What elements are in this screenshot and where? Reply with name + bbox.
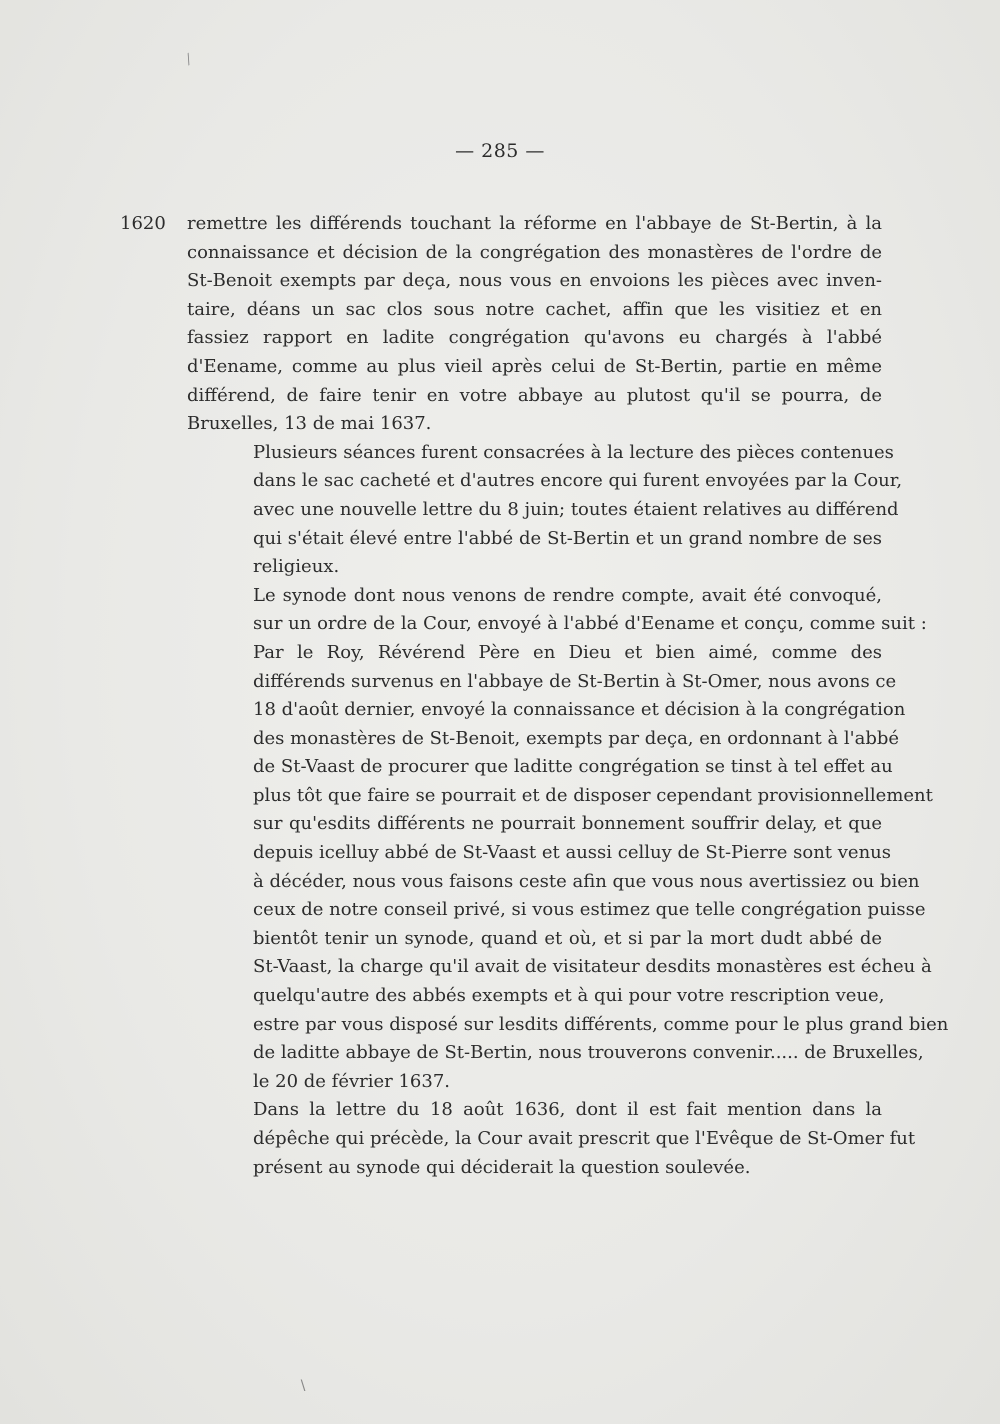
- text-line: Bruxelles, 13 de mai 1637.: [187, 413, 432, 435]
- margin-year: 1620: [120, 213, 166, 234]
- text-line: présent au synode qui déciderait la question soulevée.: [253, 1156, 751, 1178]
- text-line: quelqu'autre des abbés exempts et à qui pour votre rescription veue,: [253, 985, 885, 1007]
- text-line: Le synode dont nous venons de rendre compte, avait été convoqué,: [253, 584, 882, 606]
- text-line: plus tôt que faire se pourrait et de disposer cependant provisionnellement: [253, 784, 933, 806]
- text-line: ceux de notre conseil privé, si vous estimez que telle congrégation puisse: [253, 899, 926, 921]
- text-line: St-Benoit exempts par deça, nous vous en envoions les pièces avec inven-: [187, 270, 882, 292]
- text-line: Par le Roy, Révérend Père en Dieu et bien aimé, comme des: [253, 641, 882, 663]
- text-line: de St-Vaast de procurer que laditte congrégation se tinst à tel effet au: [253, 756, 893, 778]
- text-line: différends survenus en l'abbaye de St-Bertin à St-Omer, nous avons ce: [253, 670, 897, 692]
- text-line: qui s'était élevé entre l'abbé de St-Bertin et un grand nombre de ses: [253, 527, 882, 549]
- body-text: [187, 210, 949, 1182]
- text-line: sur qu'esdits différents ne pourrait bonnement souffrir delay, et que: [253, 813, 882, 835]
- text-line: taire, déans un sac clos sous notre cachet, affin que les visitiez et en: [187, 298, 882, 320]
- paragraph: [187, 582, 927, 639]
- paragraph: [187, 439, 903, 582]
- margin-mark-icon: ∖: [298, 1378, 307, 1394]
- text-line: Dans la lettre du 18 août 1636, dont il est fait mention dans la: [253, 1099, 882, 1121]
- text-line: à décéder, nous vous faisons ceste afin que vous nous avertissiez ou bien: [253, 870, 920, 892]
- text-line: Plusieurs séances furent consacrées à la lecture des pièces contenues: [253, 441, 894, 463]
- text-line: estre par vous disposé sur lesdits différents, comme pour le plus grand bien: [253, 1013, 949, 1035]
- text-line: fassiez rapport en ladite congrégation qu'avons eu chargés à l'abbé: [187, 327, 882, 349]
- text-line: depuis icelluy abbé de St-Vaast et aussi celluy de St-Pierre sont venus: [253, 842, 892, 864]
- paragraph: [187, 639, 949, 1097]
- text-line: connaissance et décision de la congrégation des monastères de l'ordre de: [187, 241, 882, 263]
- text-line: sur un ordre de la Cour, envoyé à l'abbé d'Eename et conçu, comme suit :: [253, 613, 927, 635]
- text-line: avec une nouvelle lettre du 8 juin; toutes étaient relatives au différend: [253, 498, 899, 520]
- text-line: d'Eename, comme au plus vieil après celui de St-Bertin, partie en même: [187, 355, 882, 377]
- pencil-mark-icon: ⁄: [183, 52, 195, 68]
- text-line: différend, de faire tenir en votre abbaye au plutost qu'il se pourra, de: [187, 384, 882, 406]
- text-line: religieux.: [253, 556, 340, 578]
- text-line: remettre les différends touchant la réforme en l'abbaye de St-Bertin, à la: [187, 213, 882, 234]
- text-line: dépêche qui précède, la Cour avait prescrit que l'Evêque de St-Omer fut: [253, 1128, 916, 1149]
- text-line: bientôt tenir un synode, quand et où, et si par la mort dudt abbé de: [253, 927, 882, 949]
- text-line: dans le sac cacheté et d'autres encore qui furent envoyées par la Cour,: [253, 470, 903, 492]
- text-line: le 20 de février 1637.: [253, 1070, 451, 1092]
- text-line: de laditte abbaye de St-Bertin, nous trouverons convenir..... de Bruxelles,: [253, 1042, 924, 1064]
- text-line: des monastères de St-Benoit, exempts par deça, en ordonnant à l'abbé: [253, 727, 900, 749]
- text-line: St-Vaast, la charge qu'il avait de visitateur desdits monastères est écheu à: [253, 956, 932, 978]
- text-line: 18 d'août dernier, envoyé la connaissance et décision à la congrégation: [253, 699, 906, 721]
- paragraph: [187, 1096, 916, 1182]
- page-number: — 285 —: [455, 140, 545, 162]
- paragraph: [187, 210, 882, 439]
